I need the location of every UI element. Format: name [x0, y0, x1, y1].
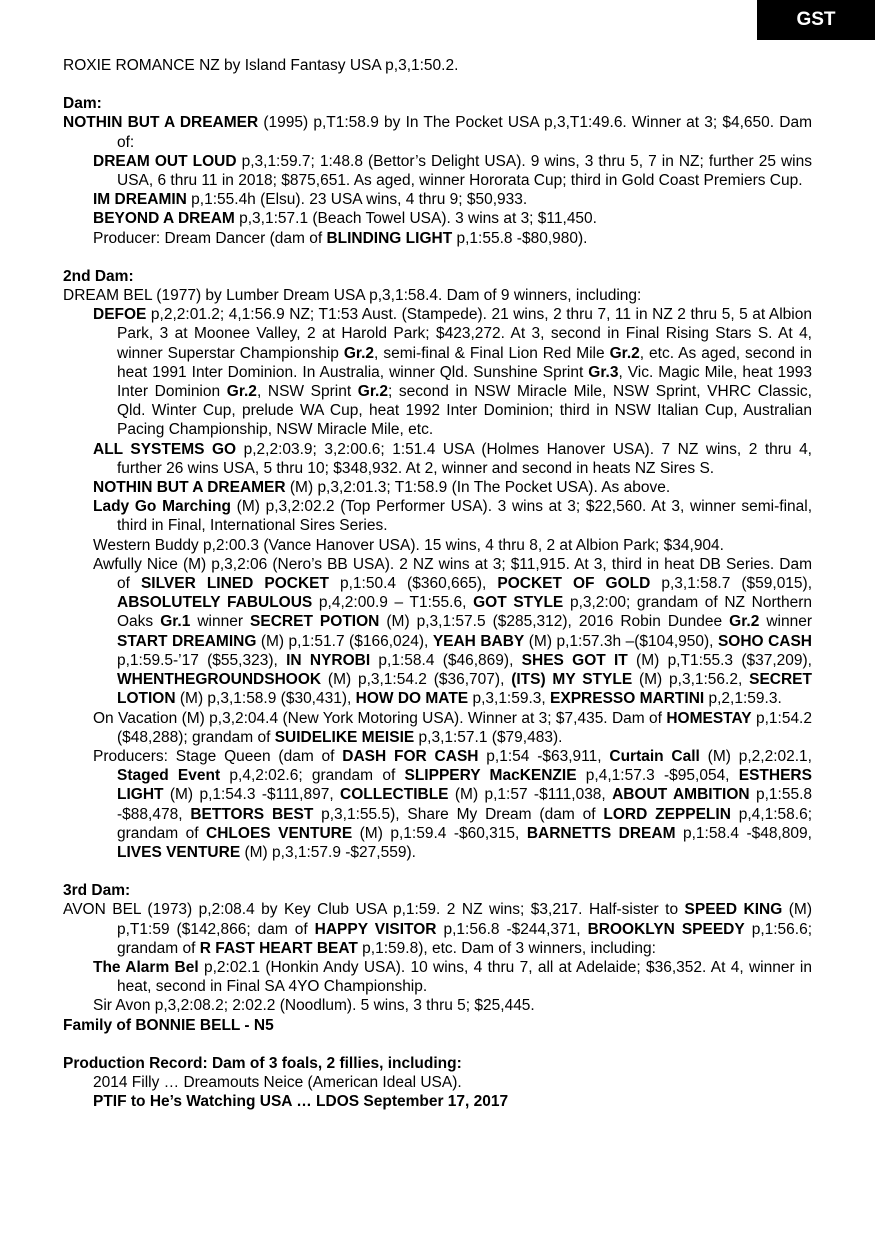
lady-go-marching-entry: Lady Go Marching (M) p,3,2:02.2 (Top Performer USA). 3 wins at 3; $22,560. At 3, winner semi-final, third in Final, International Sires Series. [93, 498, 813, 535]
pedigree-page [63, 56, 812, 1111]
producers-entry: Producers: Stage Queen (dam of DASH FOR CASH p,1:54 -$63,911, Curtain Call (M) p,2,2:02.1, Staged Event p,4,2:02.6; grandam of SLIPPERY MacKENZIE p,4,1:57.3 -$95,054, ESTHERS LIGHT (M) p,1:54.3 -$111,897, COLLECTIBLE (M) p,1:57 -$111,038, ABOUT AMBITION p,1:55.8 -$88,478, BETTORS BEST p,3,1:55.5), Share My Dream (dam of LORD ZEPPELIN p,4,1:58.6; grandam of CHLOES VENTURE (M) p,1:59.4 -$60,315, BARNETTS DREAM p,1:58.4 -$48,809, LIVES VENTURE (M) p,3,1:57.9 -$27,559). [93, 747, 813, 861]
alarm-bel-entry: The Alarm Bel p,2:02.1 (Honkin Andy USA). 10 wins, 4 thru 7, all at Adelaide; $36,352. At 4, winner in heat, second in Final SA 4YO Championship. [93, 958, 812, 996]
production-line-2: PTIF to He’s Watching USA … LDOS September 17, 2017 [93, 1093, 509, 1111]
foal-entry: BEYOND A DREAM p,3,1:57.1 (Beach Towel USA). 3 wins at 3; $11,450. [93, 210, 597, 228]
awfully-nice-entry: Awfully Nice (M) p,3,2:06 (Nero’s BB USA). 2 NZ wins at 3; $11,915. At 3, third in heat DB Series. Dam of SILVER LINED POCKET p,1:50.4 ($360,665), POCKET OF GOLD p,3,1:58.7 ($59,015), ABSOLUTELY FABULOUS p,4,2:00.9 – T1:55.6, GOT STYLE p,3,2:00; grandam of NZ Northern Oaks Gr.1 winner SECRET POTION (M) p,3,1:57.5 ($285,312), 2016 Robin Dundee Gr.2 winner START DREAMING (M) p,1:51.7 ($166,024), YEAH BABY (M) p,1:57.3h –($104,950), SOHO CASH p,1:59.5-’17 ($55,323), IN NYROBI p,1:58.4 ($46,869), SHES GOT IT (M) p,T1:55.3 ($37,209), WHENTHEGROUNDSHOOK (M) p,3,1:54.2 ($36,707), (ITS) MY STYLE (M) p,3,1:56.2, SECRET LOTION (M) p,3,1:58.9 ($30,431), HOW DO MATE p,3,1:59.3, EXPRESSO MARTINI p,2,1:59.3. [93, 555, 813, 708]
all-systems-go-entry: ALL SYSTEMS GO p,2,2:03.9; 3,2:00.6; 1:51.4 USA (Holmes Hanover USA). 7 NZ wins, 2 thru 4, further 26 wins USA, 5 thru 10; $348,932. At 2, winner and second in heats NZ Sires S. [93, 440, 812, 477]
second-dam-desc: DREAM BEL (1977) by Lumber Dream USA p,3,1:58.4. Dam of 9 winners, including: [63, 287, 642, 305]
defoe-entry: DEFOE p,2,2:01.2; 4,1:56.9 NZ; T1:53 Aust. (Stampede). 21 wins, 2 thru 7, 11 in NZ 2 thru 5, 5 at Albion Park, 3 at Moonee Valley, 2 at Harold Park; $423,272. At 3, second in Final Rising Stars S. At 4, winner Superstar Championship Gr.2, semi-final & Final Lion Red Mile Gr.2, etc. As aged, second in heat 1991 Inter Dominion. In Australia, winner Qld. Sunshine Sprint Gr.3, Vic. Magic Mile, heat 1993 Inter Dominion Gr.2, NSW Sprint Gr.2; second in NSW Miracle Mile, NSW Sprint, VHRC Classic, Qld. Winter Cup, prelude WA Cup, heat 1992 Inter Dominion; third in NSW Italian Cup, Australian Pacing Championship, NSW Miracle Mile, etc. [93, 306, 813, 439]
producer-entry: Producer: Dream Dancer (dam of BLINDING LIGHT p,1:55.8 -$80,980). [93, 229, 588, 247]
gst-tag: GST [757, 0, 875, 40]
western-buddy-entry: Western Buddy p,2:00.3 (Vance Hanover USA). 15 wins, 4 thru 8, 2 at Albion Park; $34,904. [93, 536, 724, 554]
intro-line: ROXIE ROMANCE NZ by Island Fantasy USA p,3,1:50.2. [63, 57, 459, 74]
second-dam-heading: 2nd Dam: [63, 267, 134, 285]
foal-entry: DREAM OUT LOUD p,3,1:59.7; 1:48.8 (Bettor’s Delight USA). 9 wins, 3 thru 5, 7 in NZ; further 25 wins USA, 6 thru 11 in 2018; $875,651. As aged, winner Hororata Cup; third in Gold Coast Premiers Cup. [93, 152, 812, 190]
on-vacation-entry: On Vacation (M) p,3,2:04.4 (New York Motoring USA). Winner at 3; $7,435. Dam of HOMESTAY p,1:54.2 ($48,288); grandam of SUIDELIKE MEISIE p,3,1:57.1 ($79,483). [93, 709, 812, 746]
foal-entry: IM DREAMIN p,1:55.4h (Elsu). 23 USA wins, 4 thru 9; $50,933. [93, 191, 528, 209]
family-line: Family of BONNIE BELL - N5 [63, 1016, 274, 1034]
avon-bel-entry: AVON BEL (1973) p,2:08.4 by Key Club USA p,1:59. 2 NZ wins; $3,217. Half-sister to SPEED KING (M) p,T1:59 ($142,866; dam of HAPPY VISITOR p,1:56.8 -$244,371, BROOKLYN SPEEDY p,1:56.6; grandam of R FAST HEART BEAT p,1:59.8), etc. Dam of 3 winners, including: [63, 901, 813, 957]
third-dam-heading: 3rd Dam: [63, 882, 131, 900]
dam-entry: NOTHIN BUT A DREAMER (1995) p,T1:58.9 by In The Pocket USA p,3,T1:49.6. Winner at 3; $4,650. Dam of: [63, 114, 813, 151]
dam-heading: Dam: [63, 95, 102, 113]
nothin-but-a-dreamer-entry: NOTHIN BUT A DREAMER (M) p,3,2:01.3; T1:58.9 (In The Pocket USA). As above. [93, 479, 671, 497]
dam-name: NOTHIN BUT A DREAMER [63, 114, 259, 132]
sir-avon-entry: Sir Avon p,3,2:08.2; 2:02.2 (Noodlum). 5 wins, 3 thru 5; $25,445. [93, 997, 535, 1015]
production-line-1: 2014 Filly … Dreamouts Neice (American Ideal USA). [93, 1073, 462, 1091]
production-heading: Production Record: Dam of 3 foals, 2 fillies, including: [63, 1054, 462, 1072]
